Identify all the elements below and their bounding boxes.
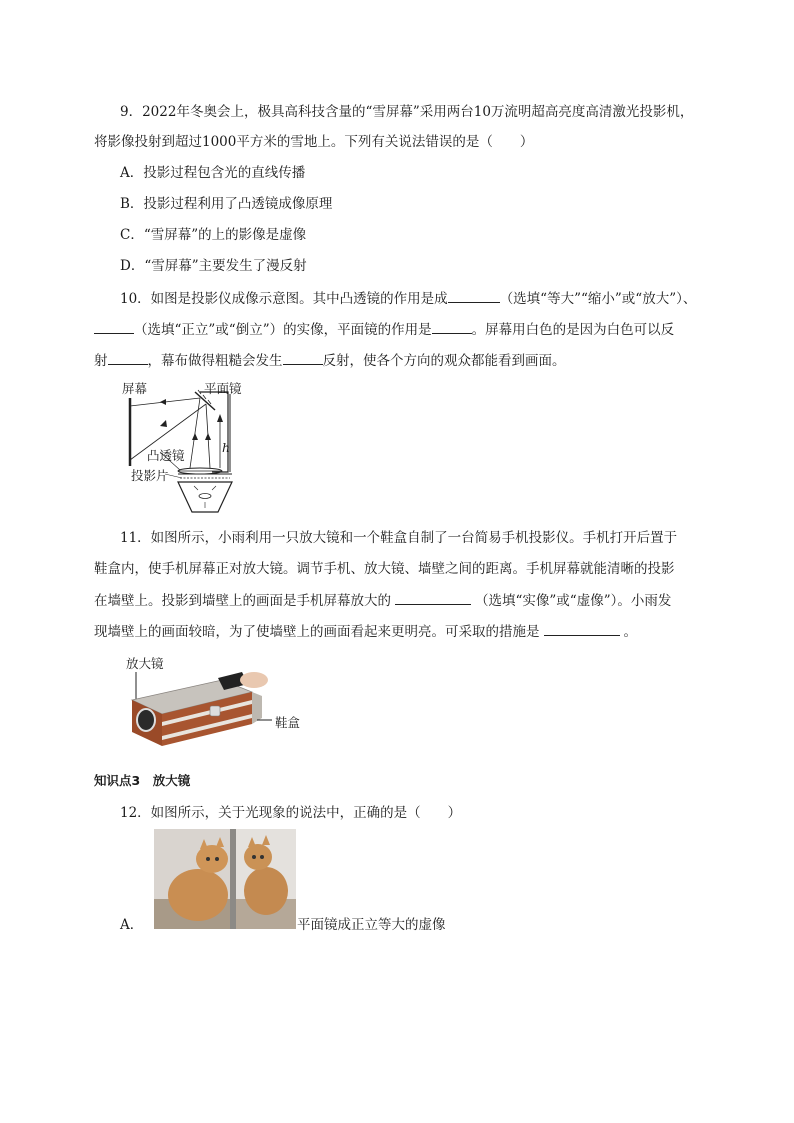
answer-blank bbox=[395, 590, 471, 605]
answer-blank bbox=[448, 288, 500, 303]
projector-diagram bbox=[120, 378, 255, 513]
shoebox-projector-figure bbox=[122, 652, 312, 748]
label-h: h bbox=[222, 440, 231, 455]
cat-mirror-photo bbox=[154, 829, 296, 929]
q11-stem-line3 bbox=[94, 590, 671, 611]
q11-text: 在墙壁上。投影到墙壁上的画面是手机屏幕放大的 bbox=[94, 593, 391, 609]
label-magnifier: 放大镜 bbox=[126, 656, 164, 671]
q10-text: 。屏幕用白色的是因为白色可以反 bbox=[471, 322, 675, 338]
q9-option-b: B．投影过程利用了凸透镜成像原理 bbox=[120, 196, 333, 212]
answer-blank bbox=[108, 350, 148, 365]
q10-text: ，幕布做得粗糙会发生 bbox=[147, 353, 283, 369]
q10-stem-line3 bbox=[94, 350, 566, 371]
label-mirror: 平面镜 bbox=[204, 381, 242, 396]
q12-option-a-label: A． bbox=[120, 917, 144, 933]
q10-text: 10．如图是投影仪成像示意图。其中凸透镜的作用是成 bbox=[120, 291, 448, 307]
projector-diagram-drawing bbox=[120, 378, 255, 513]
q11-stem-line2: 鞋盒内，使手机屏幕正对放大镜。调节手机、放大镜、墙壁之间的距离。手机屏幕就能清晰的投影 bbox=[94, 561, 675, 577]
label-slide: 投影片 bbox=[131, 468, 169, 483]
q9-option-c: C．“雪屏幕”的上的影像是虚像 bbox=[120, 227, 307, 243]
answer-blank bbox=[94, 319, 134, 334]
q9-stem-line2: 将影像投射到超过1000平方米的雪地上。下列有关说法错误的是（ ） bbox=[94, 134, 534, 150]
q11-text: （选填“实像”或“虚像”）。小雨发 bbox=[475, 593, 672, 609]
q9-stem-line1: 9．2022年冬奥会上，极具高科技含量的“雪屏幕”采用两台10万流明超高亮度高清激光投影机， bbox=[120, 104, 694, 120]
q9-option-d: D．“雪屏幕”主要发生了漫反射 bbox=[120, 258, 307, 274]
label-shoebox: 鞋盒 bbox=[275, 715, 301, 730]
label-screen: 屏幕 bbox=[122, 381, 148, 396]
q11-text: 。 bbox=[623, 624, 637, 640]
answer-blank bbox=[544, 621, 620, 636]
q10-text: 反射，使各个方向的观众都能看到画面。 bbox=[322, 353, 566, 369]
answer-blank bbox=[283, 350, 323, 365]
cat-mirror-image bbox=[154, 829, 296, 929]
q10-text: （选填“等大”“缩小”或“放大”）、 bbox=[499, 291, 697, 307]
q9-option-a: A．投影过程包含光的直线传播 bbox=[120, 165, 306, 181]
q11-stem-line1: 11．如图所示，小雨利用一只放大镜和一个鞋盒自制了一台简易手机投影仪。手机打开后置于 bbox=[120, 530, 678, 546]
q10-stem-line1 bbox=[120, 288, 696, 309]
section-heading: 知识点3 放大镜 bbox=[94, 773, 191, 788]
q11-stem-line4 bbox=[94, 621, 637, 642]
q12-stem: 12．如图所示，关于光现象的说法中，正确的是（ ） bbox=[120, 805, 462, 821]
answer-blank bbox=[432, 319, 472, 334]
q10-text: 射 bbox=[94, 353, 108, 369]
q10-stem-line2 bbox=[94, 319, 674, 340]
label-lens: 凸透镜 bbox=[147, 448, 185, 463]
q10-text: （选填“正立”或“倒立”）的实像，平面镜的作用是 bbox=[134, 322, 432, 338]
q12-option-a-text: 平面镜成正立等大的虚像 bbox=[297, 917, 446, 933]
q11-text: 现墙壁上的画面较暗，为了使墙壁上的画面看起来更明亮。可采取的措施是 bbox=[94, 624, 540, 640]
